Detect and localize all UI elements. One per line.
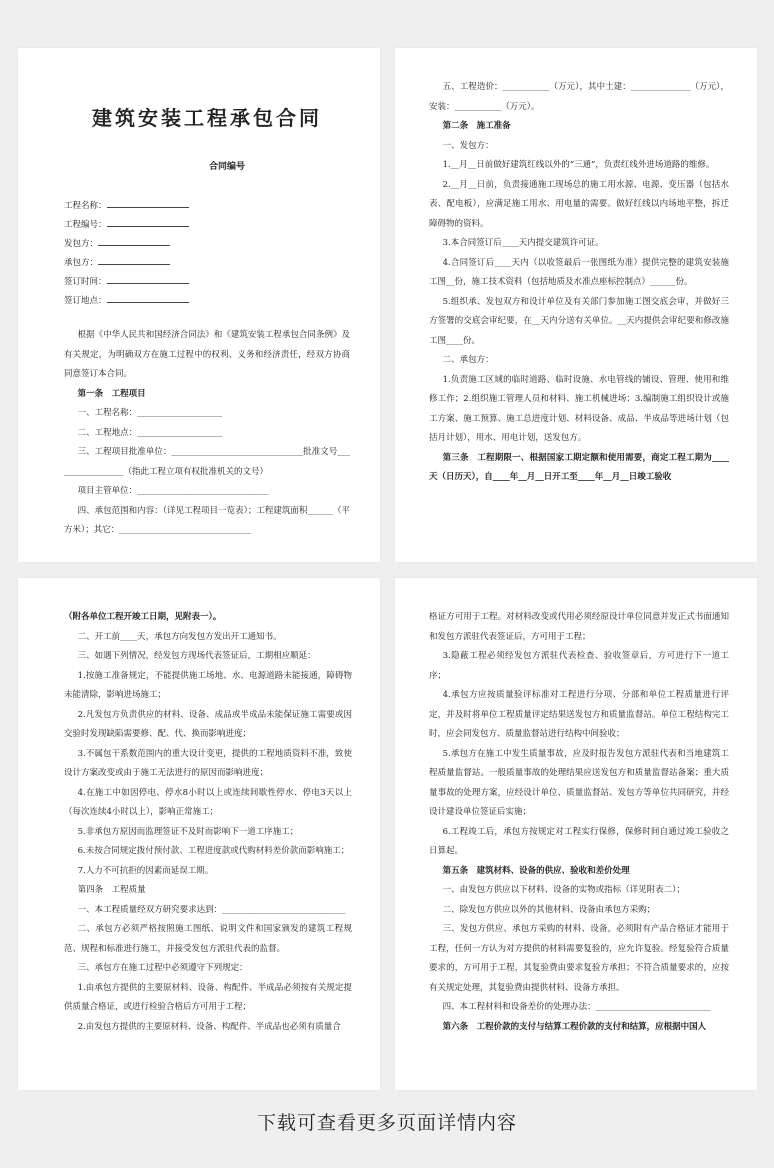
paragraph: 一、工程名称：____________________ [77, 408, 223, 418]
paragraph: 6.工程竣工后，承包方按规定对工程实行保修，保修时间自通过竣工验收之日算起。 [429, 826, 729, 856]
paragraph: 3.隐蔽工程必须经发包方派驻代表检查、验收签章后，方可进行下一道工序； [429, 651, 729, 681]
contract-field-label: 承包方： [64, 258, 99, 268]
contract-fields [64, 196, 350, 310]
paragraph: 2.__月__日前，负责接通施工现场总的施工用水源、电源、变压器（包括水表、配电板），应满足施工用水、用电量的需要。做好红线以内场地平整，拆迁障碍物的资料。 [429, 179, 729, 229]
contract-title: 建筑安装工程承包合同 [92, 106, 322, 130]
section-heading: 第二条 施工准备 [442, 121, 511, 131]
paragraph: 三、如遇下列情况，经发包方现场代表签证后，工期相应顺延： [77, 651, 316, 661]
blank-line [107, 272, 189, 284]
paragraph: 4.在施工中如因停电、停水8小时以上或连续间歇性停水、停电3天以上（每次连续4小时以上），影响正常施工； [64, 787, 352, 817]
paragraph: 6.未按合同规定拨付预付款、工程进度款或代购材料差价款而影响施工； [77, 846, 350, 856]
blank-line [107, 291, 189, 303]
paragraph: 二、承包方必须严格按照施工图纸、说明文件和国家颁发的建筑工程规范、规程和标准进行施工，并接受发包方派驻代表的监督。 [64, 924, 352, 954]
paragraph: 3.本合同签订后____天内提交建筑许可证。 [442, 238, 604, 248]
section-heading: 第一条 工程项目 [77, 388, 146, 399]
paragraph: 二、除发包方供应以外的其他材料、设备由承包方采购； [442, 904, 656, 915]
paragraph: 5.组织承、发包双方和设计单位及有关部门参加施工图交底会审，并做好三方签署的交底会审纪要，在__天内分送有关单位。__天内提供会审纪要和修改施工图____份。 [429, 296, 729, 346]
paragraph: 5.承包方在施工中发生质量事故，应及时报告发包方派驻代表和当地建筑工程质量监督站。一般质量事故的处理结果应送发包方和质量监督站备案；重大质量事故的处理方案，应经设计单位、质量监督站、发包方等单位共同研究，并经设计建设单位签证后实施； [429, 748, 729, 817]
blank-line [98, 234, 170, 246]
paragraph: 1.负责施工区域的临时道路、临时设施、水电管线的铺设、管理、使用和维修工作；2.组织施工管理人员和材料、施工机械进场；3.编制施工组织设计或施工方案、施工预算、施工总进度计划、材料设备、成品、半成品等进场计划（包括月计划），用水、用电计划，送发包方。 [429, 374, 729, 443]
page-2-body [429, 78, 729, 488]
paragraph: 2.由发包方提供的主要原材料、设备、构配件、半成品也必须有质量合 [77, 1021, 341, 1032]
contract-field [64, 253, 350, 272]
paragraph: 1.__月__日前做好建筑红线以外的“三通”，负责红线外进场道路的维修。 [442, 160, 715, 170]
paragraph: 一、本工程质量经双方研究要求达到：_____________________________ [77, 904, 346, 915]
paragraph: 三、工程项目批准单位：_______________________________批准文号_________________（指此工程立项有权批准机关的文号） [64, 447, 350, 477]
paragraph: 2.凡发包方负责供应的材料、设备、成品或半成品未能保证施工需要或因交验时发现缺陷需要修、配、代、换而影响进度； [64, 709, 352, 739]
contract-field [64, 291, 350, 310]
paragraph: 一、发包方： [442, 140, 494, 151]
contract-field [64, 215, 350, 234]
paragraph: 三、发包方供应、承包方采购的材料、设备，必须附有产品合格证才能用于工程，任何一方认为对方提供的材料需要复验的，应允许复验。经复验符合质量要求的，方可用于工程，其复验费由要求复验方承担；不符合质量要求的，应按有关规定处理，其复验费由提供材料、设备方承担。 [429, 924, 729, 993]
paragraph: 二、工程地点：____________________ [77, 427, 223, 438]
paragraph: 二、承包方： [442, 355, 494, 365]
contract-field-label: 签订地点： [64, 296, 107, 306]
contract-field-label: 签订时间： [64, 277, 107, 287]
page-1-body [64, 326, 350, 541]
document-page-1 [18, 48, 380, 562]
paragraph: 5.非承包方原因而监理签证不及时而影响下一道工序施工； [77, 826, 299, 837]
paragraph: 三、承包方在施工过程中必须遵守下列规定： [77, 963, 248, 973]
paragraph: 项目主管单位：_______________________________ [77, 486, 269, 496]
document-page-2 [395, 48, 757, 562]
paragraph: 7.人力不可抗拒的因素而延误工期。 [77, 865, 214, 876]
section-heading: 第三条 工程期限一、根据国家工期定额和使用需要，商定工程工期为____天（日历天），自____年__月__日开工至____年__月__日竣工验收 [429, 452, 729, 482]
paragraph: 二、开工前____天，承包方向发包方发出开工通知书。 [77, 631, 282, 642]
paragraph: 一、由发包方供应以下材料、设备的实物或指标（详见附表二）； [442, 885, 685, 895]
download-more-prompt[interactable]: 下载可查看更多页面详情内容 [256, 1112, 517, 1134]
paragraph: 格证方可用于工程。对材料改变或代用必须经原设计单位同意并发正式书面通知和发包方派驻代表签证后，方可用于工程； [429, 612, 729, 642]
blank-line [107, 215, 189, 227]
contract-field [64, 196, 350, 215]
paragraph: 第四条 工程质量 [77, 885, 146, 895]
paragraph: 4.合同签订后____天内（以收签最后一张图纸为准）提供完整的建筑安装施工图__份，施工技术资料（包括地质及水准点座标控制点）______份。 [429, 257, 729, 287]
paragraph: 五、工程造价：___________（万元），其中土建：______________（万元），安装：___________（万元）。 [429, 82, 729, 112]
contract-field [64, 234, 350, 253]
paragraph: 根据《中华人民共和国经济合同法》和《建筑安装工程承包合同条例》及有关规定，为明确双方在施工过程中的权利、义务和经济责任，经双方协商同意签订本合同。 [64, 330, 350, 379]
paragraph: 1.由承包方提供的主要原材料、设备、构配件、半成品必须按有关规定提供质量合格证，或进行检验合格后方可用于工程； [64, 982, 352, 1012]
paragraph: 4.承包方应按质量验评标准对工程进行分项、分部和单位工程质量进行评定，并及时将单位工程质量评定结果送发包方和质量监督站。单位工程结构完工时，应会同发包方、质量监督站进行结构中间验收； [429, 690, 729, 739]
paragraph: 3.不属包干系数范围内的重大设计变更，提供的工程地质资料不准，致使设计方案改变或由于施工无法进行的原因而影响进度； [64, 748, 352, 778]
contract-number-label: 合同编号 [208, 162, 245, 172]
blank-line [107, 196, 189, 208]
contract-field [64, 272, 350, 291]
section-heading: 第六条 工程价款的支付与结算工程价款的支付和结算，应根据中国人 [442, 1021, 707, 1032]
section-heading: 第五条 建筑材料、设备的供应、验收和差价处理 [442, 865, 630, 876]
page-3-body [64, 608, 352, 1037]
document-page-3 [18, 578, 380, 1090]
contract-field-label: 发包方： [64, 239, 99, 249]
paragraph: 四、承包范围和内容：（详见工程项目一览表）；工程建筑面积______（平方米）；其它：_______________________________ [64, 505, 350, 535]
contract-field-label: 工程名称： [64, 201, 107, 211]
contract-field-label: 工程编号： [64, 220, 107, 230]
paragraph: 1.按施工准备规定，不能提供施工场地、水、电源道路未能接通，障碍物未能清除，影响进场施工； [64, 670, 352, 700]
document-page-4 [395, 578, 757, 1090]
page-4-body [429, 608, 729, 1037]
section-heading: （附各单位工程开竣工日期，见附表一）。 [64, 612, 222, 622]
paragraph: 四、本工程材料和设备差价的处理办法：___________________________ [442, 1002, 711, 1012]
blank-line [98, 253, 170, 265]
